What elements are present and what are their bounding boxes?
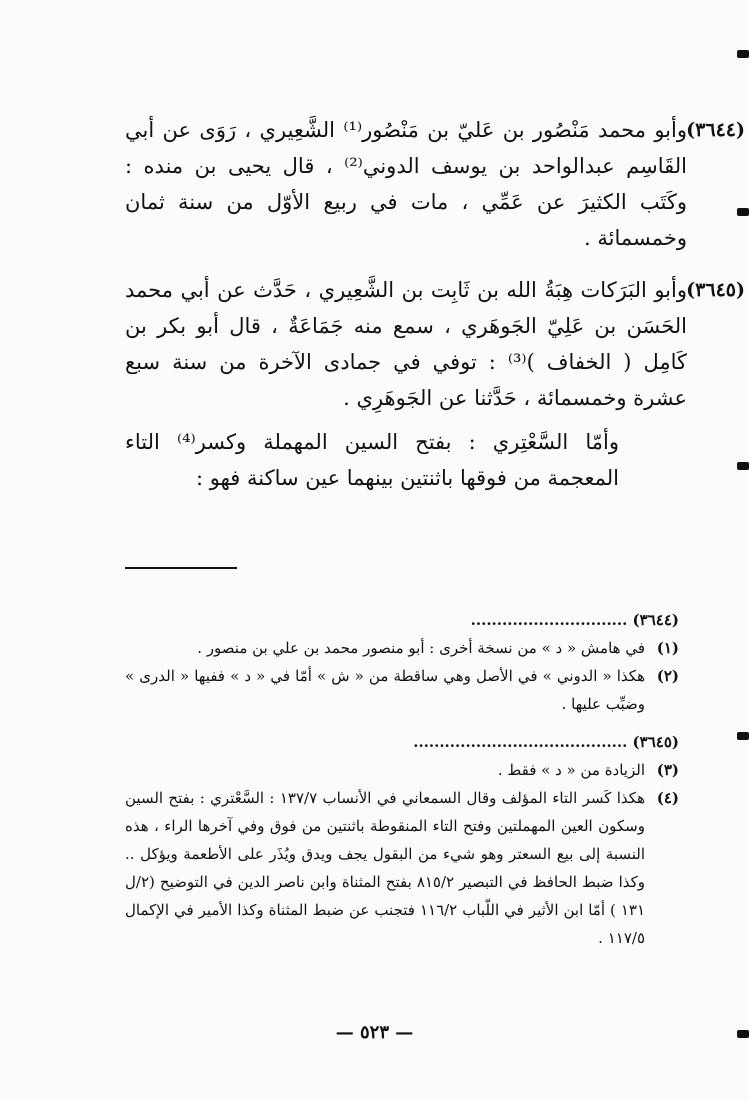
footnote-text: هكذا « الدوني » في الأصل وهي ساقطة من « ش » أمّا في « د » ففيها « الدرى » وضبِّب عليها . bbox=[125, 667, 645, 713]
scan-edge-mark bbox=[737, 732, 749, 740]
footnote-item bbox=[125, 784, 679, 952]
footnote-text: في هامش « د » من نسخة أخرى : أبو منصور محمد بن علي بن منصور . bbox=[197, 639, 645, 657]
footnote-text: هكذا كَسر التاء المؤلف وقال السمعاني في الأنساب ١٣٧/٧ : السَّعْتري : بفتح السين وسكون العين المهملتين وفتح التاء المنقوطة باثنتين من فوق وفي آخرها الراء ، هذه النسبة إلى بيع السعتر وهو شيء من البقول يجف ويدق ويُذَر على الأطعمة ويؤكل .. وكذا ضبط الحافظ في التبصير ٨١٥/٢ بفتح المثناة وابن ناصر الدين في التوضيح (٢/ل ١٣١ ) أمّا ابن الأثير في اللّباب ١١٦/٢ فتجنب عن ضبط المثناة وكذا الأمير في الإكمال ١١٧/٥ . bbox=[125, 789, 646, 947]
footnote-item bbox=[125, 634, 679, 662]
entry-text: وأبو محمد مَنْصُور بن عَليّ بن مَنْصُور⁽¹⁾ الشَّعِيري ، رَوَى عن أبي القَاسِم عبدالواحد بن يوسف الدوني⁽²⁾ ، قال يحيى بن منده : وكَتَب الكثيرَ عن عَمِّي ، مات في ربيع الأوّل من سنة ثمان وخمسمائة . bbox=[125, 118, 687, 250]
scan-edge-mark bbox=[737, 462, 749, 470]
footnote-number: (٢) bbox=[656, 667, 679, 685]
footnote-number: (٣) bbox=[656, 761, 679, 779]
scan-edge-mark bbox=[737, 50, 749, 58]
entry-number: (٣٦٤٤) bbox=[686, 119, 745, 141]
footnote-item bbox=[125, 662, 679, 718]
footnote-item bbox=[125, 756, 679, 784]
nisba-note-paragraph: وأمّا السَّعْتِري : بفتح السين المهملة وكسر⁽⁴⁾ التاء المعجمة من فوقها باثنتين بينهما عين ساكنة فهو : bbox=[125, 430, 619, 490]
entry-3644 bbox=[125, 112, 745, 256]
footnote-text: الزيادة من « د » فقط . bbox=[497, 761, 645, 779]
footnote-number: (١) bbox=[656, 639, 679, 657]
scan-edge-mark bbox=[737, 1030, 749, 1038]
footnote-group-header: (٣٦٤٤) .............................. bbox=[470, 611, 679, 629]
footnote-number: (٤) bbox=[656, 789, 679, 807]
footnote-group-3645 bbox=[125, 728, 679, 952]
entry-number: (٣٦٤٥) bbox=[686, 279, 745, 301]
footnote-group-header: (٣٦٤٥) ......................................... bbox=[413, 733, 679, 751]
footnote-group-3644 bbox=[125, 606, 679, 718]
footnote-divider bbox=[125, 567, 237, 569]
scan-edge-mark bbox=[737, 208, 749, 216]
entry-text: وأبو البَرَكات هِبَةُ الله بن ثَابِت بن الشَّعِيري ، حَدَّث عن أبي محمد الحَسَن بن عَلِيّ الجَوهَري ، سمع منه جَمَاعَةٌ ، قال أبو بكر بن كَامِل ( الخفاف )⁽³⁾ : توفي في جمادى الآخرة من سنة سبع عشرة وخمسمائة ، حَدَّثنا عن الجَوهَرِي . bbox=[125, 278, 688, 410]
entry-3645 bbox=[125, 272, 745, 416]
page-number: — ٥٢٣ — bbox=[335, 1022, 414, 1043]
